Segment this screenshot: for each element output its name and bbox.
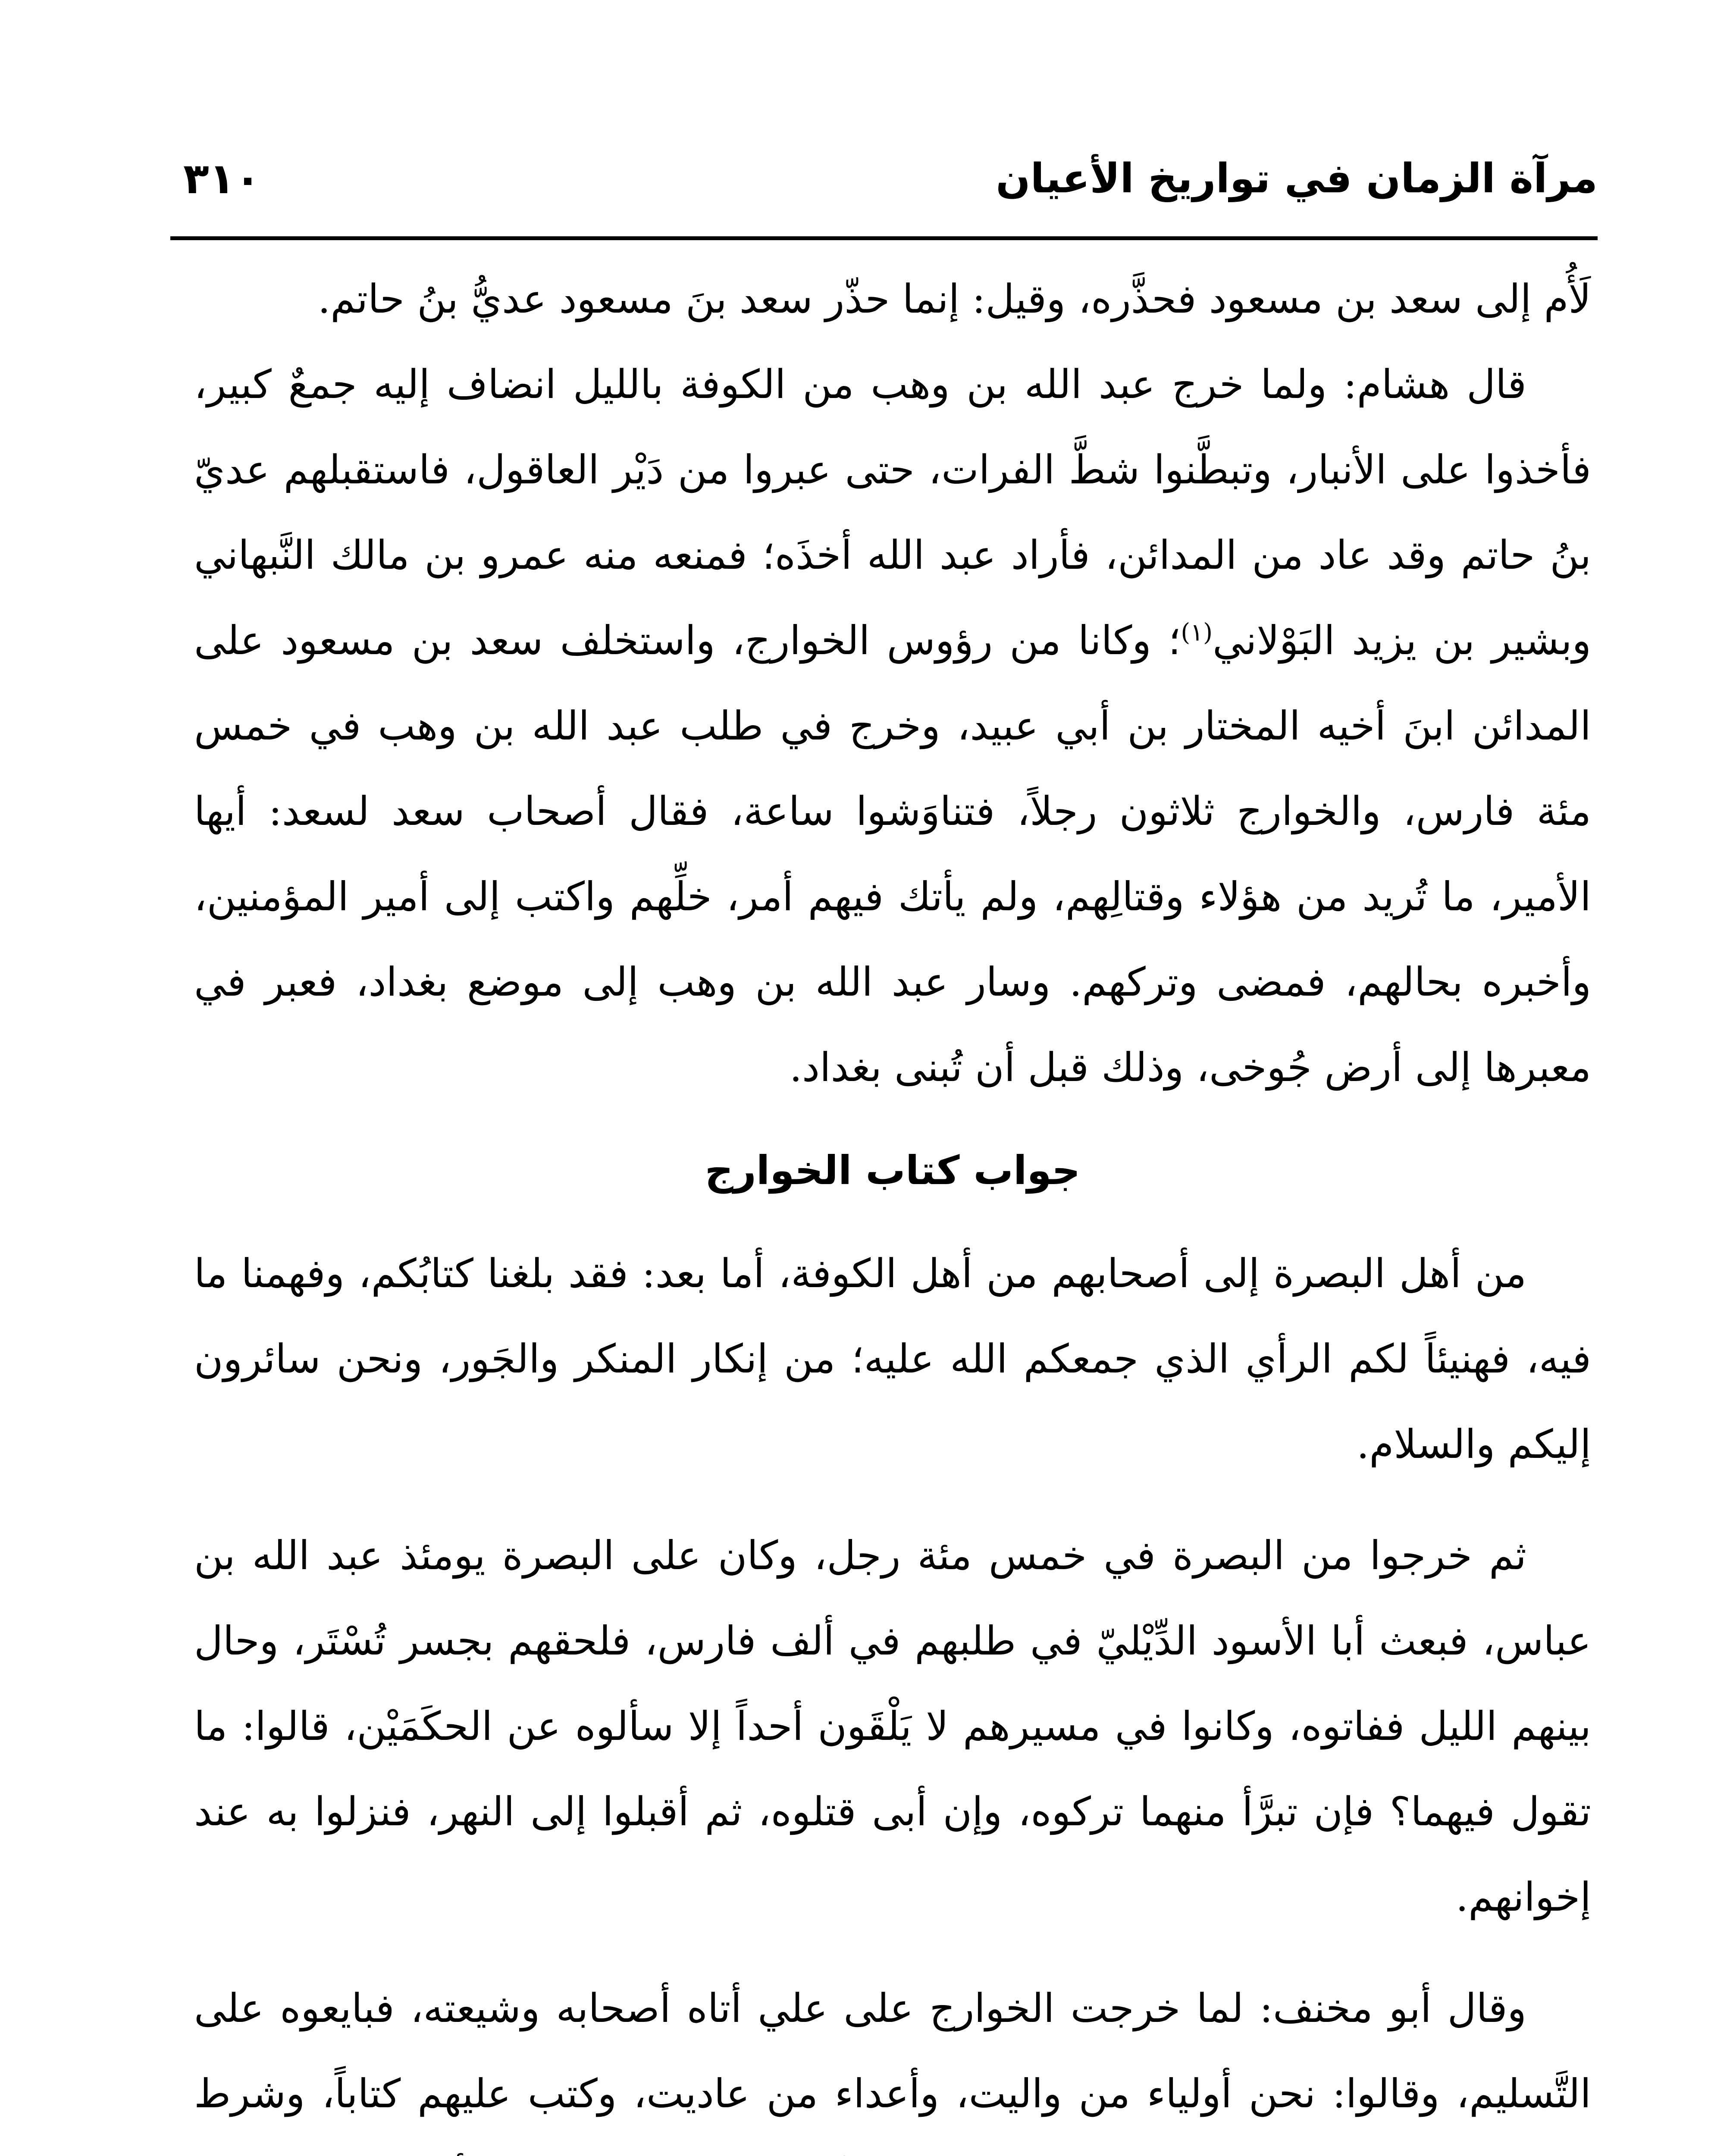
- paragraph-1: لَأُم إلى سعد بن مسعود فحذَّره، وقيل: إنما حذّر سعد بنَ مسعود عديُّ بنُ حاتم.: [318, 276, 1591, 322]
- paragraph-2: [194, 342, 1591, 1110]
- paragraph-4: ثم خرجوا من البصرة في خمس مئة رجل، وكان على البصرة يومئذ عبد الله بن عباس، فبعث أبا الأسود الدِّيْليّ في طلبهم في ألف فارس، فلحقهم بجسر تُسْتَر، وحال بينهم الليل ففاتوه، وكانوا في مسيرهم لا يَلْقَون أحداً إلا سألوه عن الحكَمَيْن، قالوا: ما تقول فيهما؟ فإن تبرَّأ منهما تركوه، وإن أبى قتلوه، ثم أقبلوا إلى النهر، فنزلوا به عند إخوانهم.: [194, 1532, 1591, 1920]
- paragraph-2-part-2: ؛ وكانا من رؤوس الخوارج، واستخلف سعد بن مسعود على المدائن ابنَ أخيه المختار بن أبي عبيد، وخرج في طلب عبد الله بن وهب في خمس مئة فارس، والخوارج ثلاثون رجلاً، فتناوَشوا ساعة، فقال أصحاب سعد لسعد: أيها الأمير، ما تُريد من هؤلاء وقتالِهم، ولم يأتك فيهم أمر، خلِّهم واكتب إلى أمير المؤمنين، وأخبره بحالهم، فمضى وتركهم. وسار عبد الله بن وهب إلى موضع بغداد، فعبر في معبرها إلى أرض جُوخى، وذلك قبل أن تُبنى بغداد.: [194, 617, 1591, 1091]
- page-number: ٣١٠: [183, 154, 261, 204]
- paragraph-5: وقال أبو مخنف: لما خرجت الخوارج على علي أتاه أصحابه وشيعته، فبايعوه على التَّسليم، وقالوا: نحن أولياء من واليت، وأعداء من عاديت، وكتب عليهم كتاباً، وشرط: [194, 1985, 1591, 2117]
- header-divider: [170, 236, 1598, 240]
- paragraph-2-part-1: قال هشام: ولما خرج عبد الله بن وهب من الكوفة بالليل انضاف إليه جمعٌ كبير، فأخذوا على الأنبار، وتبطَّنوا شطَّ الفرات، حتى عبروا من دَيْر العاقول، فاستقبلهم عديّ بنُ حاتم وقد عاد من المدائن، فأراد عبد الله أخذَه؛ فمنعه منه عمرو بن مالك النَّبهاني وبشير بن يزيد البَوْلاني: [194, 361, 1592, 664]
- header-title: مرآة الزمان في تواريخ الأعيان: [996, 155, 1598, 202]
- paragraph-3: من أهل البصرة إلى أصحابهم من أهل الكوفة، أما بعد: فقد بلغنا كتابُكم، وفهمنا ما فيه، فهنيئاً لكم الرأي الذي جمعكم الله عليه؛ من إنكار المنكر والجَور، ونحن سائرون إليكم والسلام.: [194, 1250, 1591, 1467]
- section-heading: جواب كتاب الخوارج: [705, 1147, 1081, 1194]
- running-header: [170, 129, 1598, 220]
- main-text: [194, 257, 1591, 2156]
- footnote-reference: (١): [1181, 618, 1213, 647]
